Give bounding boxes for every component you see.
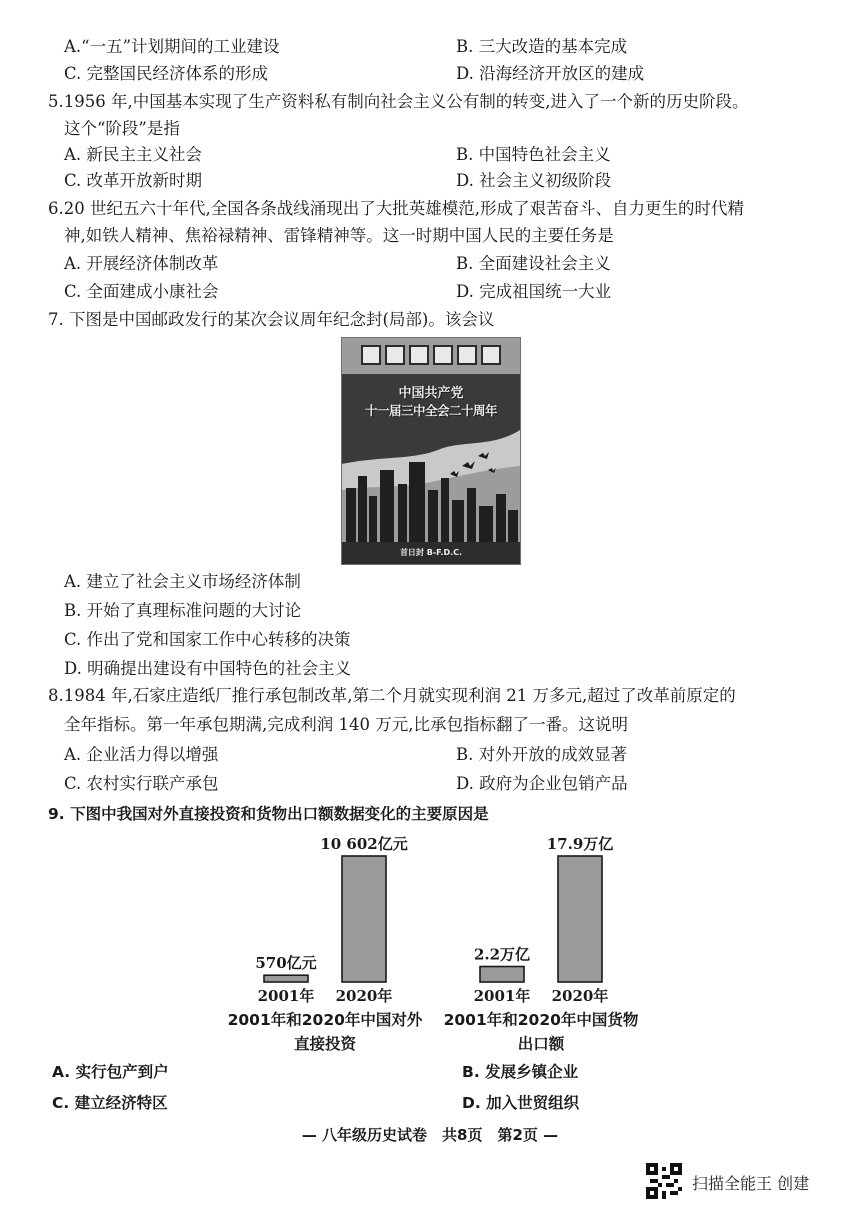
cover-title-line1: 中国共产党 bbox=[398, 386, 464, 401]
postcode-boxes bbox=[362, 346, 500, 364]
cover-artwork bbox=[342, 338, 520, 564]
q4-option-a[interactable]: A.“一五”计划期间的工业建设 bbox=[64, 37, 280, 56]
q8-options-row-2 bbox=[64, 770, 820, 798]
chart-goods-exports-title bbox=[416, 1008, 666, 1056]
cover-title-line2: 十一届三中全会二十周年 bbox=[364, 403, 497, 418]
q6-options-row-1 bbox=[64, 250, 820, 278]
q8-option-d[interactable]: D. 政府为企业包销产品 bbox=[456, 774, 628, 793]
bar-value-label-1: 17.9万亿 bbox=[546, 835, 614, 853]
q5-option-c[interactable]: C. 改革开放新时期 bbox=[64, 171, 203, 190]
q9-option-c[interactable]: C. 建立经济特区 bbox=[52, 1094, 168, 1112]
q6-option-d[interactable]: D. 完成祖国统一大业 bbox=[456, 282, 612, 301]
q7-option-a[interactable]: A. 建立了社会主义市场经济体制 bbox=[64, 572, 301, 591]
chart-outward-investment-title-line1: 2001年和2020年中国对外 bbox=[227, 1011, 423, 1029]
commemorative-cover-image bbox=[341, 337, 521, 565]
bar-1 bbox=[558, 856, 602, 982]
chart-goods-exports bbox=[456, 826, 626, 1008]
category-label-1: 2020年 bbox=[335, 987, 393, 1005]
q6-option-a[interactable]: A. 开展经济体制改革 bbox=[64, 254, 219, 273]
q9-option-d[interactable]: D. 加入世贸组织 bbox=[462, 1094, 580, 1112]
q5-option-d[interactable]: D. 社会主义初级阶段 bbox=[456, 171, 612, 190]
q5-stem-line1: 5.1956 年,中国基本实现了生产资料私有制向社会主义公有制的转变,进入了一个新的历史阶段。 bbox=[48, 92, 749, 111]
chart-outward-investment bbox=[240, 826, 410, 1008]
chart-outward-investment-title bbox=[200, 1008, 450, 1056]
chart-goods-exports-title-line2: 出口额 bbox=[517, 1035, 565, 1053]
q4-options-row-2 bbox=[64, 60, 820, 88]
bar-value-label-0: 2.2万亿 bbox=[473, 945, 531, 964]
q4-options-row-1 bbox=[64, 33, 820, 61]
bar-0 bbox=[264, 975, 308, 982]
q7-stem-line1: 7. 下图是中国邮政发行的某次会议周年纪念封(局部)。该会议 bbox=[48, 310, 495, 329]
q5-option-b[interactable]: B. 中国特色社会主义 bbox=[456, 145, 611, 164]
q9-option-b[interactable]: B. 发展乡镇企业 bbox=[462, 1063, 579, 1081]
q8-option-a[interactable]: A. 企业活力得以增强 bbox=[64, 745, 219, 764]
bar-value-label-1: 10 602亿元 bbox=[320, 835, 408, 853]
q8-stem-line2: 全年指标。第一年承包期满,完成利润 140 万元,比承包指标翻了一番。这说明 bbox=[64, 715, 628, 734]
q6-options-row-2 bbox=[64, 278, 820, 306]
q5-option-a[interactable]: A. 新民主主义社会 bbox=[64, 145, 202, 164]
cover-caption: 首日封 B-F.D.C. bbox=[399, 548, 463, 557]
q4-option-c[interactable]: C. 完整国民经济体系的形成 bbox=[64, 64, 269, 83]
q8-options-row-1 bbox=[64, 741, 820, 769]
bar-value-label-0: 570亿元 bbox=[255, 954, 317, 973]
q7-option-d[interactable]: D. 明确提出建设有中国特色的社会主义 bbox=[64, 659, 352, 678]
q4-option-b[interactable]: B. 三大改造的基本完成 bbox=[456, 37, 628, 56]
q7-option-c[interactable]: C. 作出了党和国家工作中心转移的决策 bbox=[64, 630, 351, 649]
qr-code-icon bbox=[646, 1163, 682, 1199]
q7-option-b[interactable]: B. 开始了真理标准问题的大讨论 bbox=[64, 601, 302, 620]
q8-stem-line1: 8.1984 年,石家庄造纸厂推行承包制改革,第二个月就实现利润 21 万多元,超过了改革前原定的 bbox=[48, 686, 736, 705]
q6-option-b[interactable]: B. 全面建设社会主义 bbox=[456, 254, 611, 273]
q6-stem-line2: 神,如铁人精神、焦裕禄精神、雷锋精神等。这一时期中国人民的主要任务是 bbox=[64, 226, 614, 245]
category-label-1: 2020年 bbox=[551, 987, 609, 1005]
chart-outward-investment-title-line2: 直接投资 bbox=[293, 1035, 356, 1053]
q8-option-c[interactable]: C. 农村实行联产承包 bbox=[64, 774, 219, 793]
q4-option-d[interactable]: D. 沿海经济开放区的建成 bbox=[456, 64, 645, 83]
q6-option-c[interactable]: C. 全面建成小康社会 bbox=[64, 282, 219, 301]
q9-options-row-2 bbox=[52, 1089, 820, 1117]
q9-stem-line1: 9. 下图中我国对外直接投资和货物出口额数据变化的主要原因是 bbox=[48, 805, 489, 823]
scanner-watermark bbox=[646, 1161, 846, 1201]
watermark-text: 扫描全能王 创建 bbox=[692, 1174, 810, 1193]
q6-stem-line1: 6.20 世纪五六十年代,全国各条战线涌现出了大批英雄模范,形成了艰苦奋斗、自力更生的时代精 bbox=[48, 199, 744, 218]
bar-0 bbox=[480, 967, 524, 982]
chart-goods-exports-title-line1: 2001年和2020年中国货物 bbox=[443, 1011, 639, 1029]
q9-option-a[interactable]: A. 实行包产到户 bbox=[52, 1063, 169, 1081]
q8-option-b[interactable]: B. 对外开放的成效显著 bbox=[456, 745, 628, 764]
page-footer: — 八年级历史试卷 共8页 第2页 — bbox=[301, 1126, 559, 1144]
q5-stem-line2: 这个“阶段”是指 bbox=[64, 119, 180, 138]
q5-options-row-2 bbox=[64, 167, 820, 195]
q5-options-row-1 bbox=[64, 141, 820, 169]
category-label-0: 2001年 bbox=[473, 987, 531, 1005]
category-label-0: 2001年 bbox=[257, 987, 315, 1005]
q9-options-row-1 bbox=[52, 1058, 820, 1086]
bar-1 bbox=[342, 856, 386, 982]
